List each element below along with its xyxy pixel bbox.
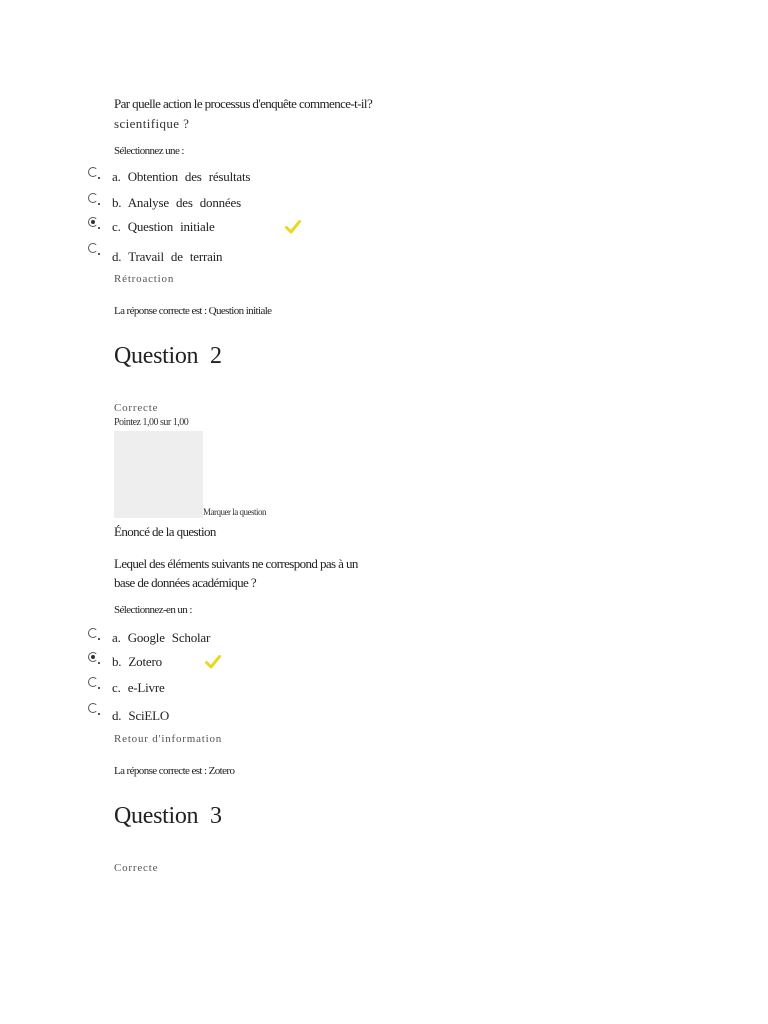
flag-question-box[interactable]: [114, 431, 203, 518]
q2-option-c[interactable]: [112, 680, 165, 696]
q1-option-c[interactable]: [112, 219, 215, 235]
option-letter: c.: [112, 219, 121, 234]
option-letter: d.: [112, 249, 122, 264]
q2-statement-label: Énoncé de la question: [114, 524, 216, 539]
q2-status: Correcte: [114, 402, 159, 414]
q2-radio-b[interactable]: [88, 652, 98, 662]
q2-feedback-label: Retour d'information: [114, 733, 223, 745]
q2-option-b[interactable]: [112, 654, 162, 670]
q2-prompt-line1: Lequel des éléments suivants ne correspond pas à un: [114, 556, 358, 571]
q1-select-label: Sélectionnez une :: [114, 145, 184, 157]
q1-correct-answer: La réponse correcte est : Question initiale: [114, 305, 272, 317]
option-text: Obtention des résultats: [127, 169, 251, 184]
q1-feedback-label: Rétroaction: [114, 273, 175, 285]
option-text: Travail de terrain: [128, 249, 223, 264]
q1-radio-a[interactable]: [88, 167, 98, 177]
q1-radio-b[interactable]: [88, 193, 98, 203]
option-text: Zotero: [128, 654, 162, 669]
q1-option-b[interactable]: [112, 195, 241, 211]
option-letter: d.: [112, 708, 122, 723]
q1-option-d[interactable]: [112, 249, 222, 265]
checkmark-icon: [205, 655, 221, 669]
q1-prompt-line2: scientifique ?: [114, 116, 190, 131]
option-letter: a.: [112, 630, 121, 645]
q2-score: Pointez 1,00 sur 1,00: [114, 417, 189, 428]
q1-prompt-line1: Par quelle action le processus d'enquête commence-t-il?: [114, 96, 373, 111]
q2-option-a[interactable]: [112, 630, 210, 646]
q2-prompt-line2: base de données académique ?: [114, 575, 257, 590]
q2-select-label: Sélectionnez-en un :: [114, 604, 192, 616]
option-text: Google Scholar: [127, 630, 211, 645]
option-text: SciELO: [128, 708, 170, 723]
q2-radio-c[interactable]: [88, 677, 98, 687]
checkmark-icon: [285, 220, 301, 234]
q2-radio-d[interactable]: [88, 703, 98, 713]
q2-option-d[interactable]: [112, 708, 169, 724]
option-letter: c.: [112, 680, 121, 695]
q3-heading: Question 3: [114, 803, 222, 829]
q1-radio-c[interactable]: [88, 217, 98, 227]
option-letter: b.: [112, 654, 122, 669]
option-letter: b.: [112, 195, 122, 210]
option-letter: a.: [112, 169, 121, 184]
q2-radio-a[interactable]: [88, 628, 98, 638]
q2-correct-answer: La réponse correcte est : Zotero: [114, 765, 235, 777]
q1-radio-d[interactable]: [88, 243, 98, 253]
option-text: Analyse des données: [127, 195, 241, 210]
option-text: e-Livre: [127, 680, 165, 695]
q3-status: Correcte: [114, 862, 159, 874]
option-text: Question initiale: [127, 219, 215, 234]
q2-heading: Question 2: [114, 343, 222, 369]
flag-question-label[interactable]: Marquer la question: [203, 507, 266, 517]
q1-option-a[interactable]: [112, 169, 250, 185]
